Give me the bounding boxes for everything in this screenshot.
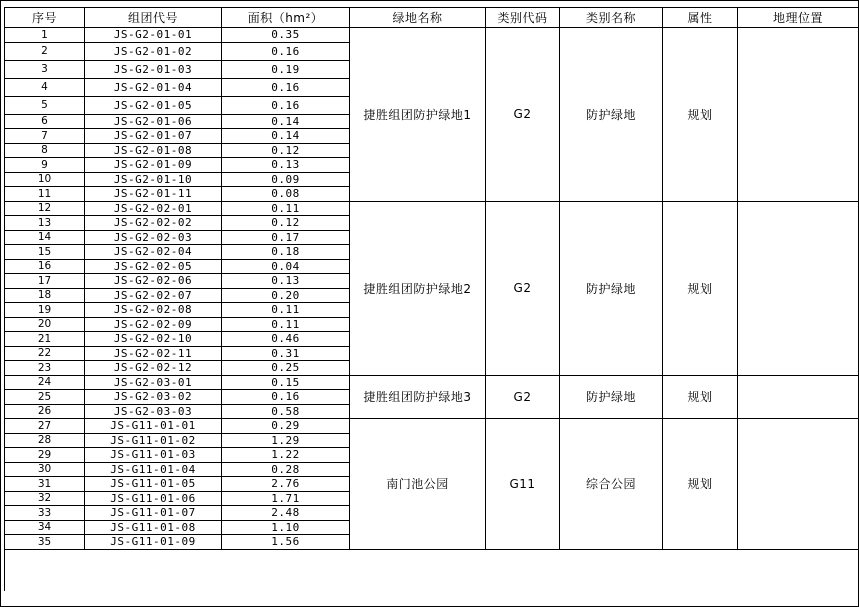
attribute-cell: 规划 bbox=[663, 201, 738, 375]
table-row bbox=[5, 375, 859, 390]
group-code-cell: JS-G2-02-12 bbox=[85, 361, 222, 376]
area-cell: 0.18 bbox=[222, 245, 350, 260]
area-cell: 0.17 bbox=[222, 230, 350, 245]
header-cell: 属性 bbox=[663, 8, 738, 28]
table-body bbox=[5, 28, 859, 591]
area-cell: 0.08 bbox=[222, 187, 350, 202]
group-code-cell: JS-G2-01-11 bbox=[85, 187, 222, 202]
area-cell: 0.04 bbox=[222, 259, 350, 274]
group-code-cell: JS-G2-01-10 bbox=[85, 172, 222, 187]
row-number-cell: 13 bbox=[5, 216, 85, 231]
location-cell bbox=[738, 375, 859, 419]
area-cell: 0.20 bbox=[222, 288, 350, 303]
row-number-cell: 1 bbox=[5, 28, 85, 43]
area-cell: 0.58 bbox=[222, 404, 350, 419]
group-code-cell: JS-G2-02-03 bbox=[85, 230, 222, 245]
row-number-cell: 4 bbox=[5, 78, 85, 96]
green-space-name-cell: 捷胜组团防护绿地3 bbox=[350, 375, 486, 419]
area-cell: 0.15 bbox=[222, 375, 350, 390]
row-number-cell: 9 bbox=[5, 158, 85, 173]
header-cell: 序号 bbox=[5, 8, 85, 28]
area-cell: 0.13 bbox=[222, 158, 350, 173]
group-code-cell: JS-G11-01-03 bbox=[85, 448, 222, 463]
area-cell: 0.11 bbox=[222, 303, 350, 318]
area-cell: 0.31 bbox=[222, 346, 350, 361]
row-number-cell: 32 bbox=[5, 491, 85, 506]
group-code-cell: JS-G11-01-08 bbox=[85, 520, 222, 535]
group-code-cell: JS-G2-01-06 bbox=[85, 114, 222, 129]
location-cell bbox=[738, 28, 859, 202]
area-cell: 0.28 bbox=[222, 462, 350, 477]
type-code-cell: G2 bbox=[486, 28, 560, 202]
row-number-cell: 17 bbox=[5, 274, 85, 289]
header-cell: 地理位置 bbox=[738, 8, 859, 28]
area-cell: 0.12 bbox=[222, 216, 350, 231]
row-number-cell: 7 bbox=[5, 129, 85, 144]
type-name-cell: 防护绿地 bbox=[560, 201, 663, 375]
row-number-cell: 27 bbox=[5, 419, 85, 434]
area-cell: 0.16 bbox=[222, 390, 350, 405]
row-number-cell: 12 bbox=[5, 201, 85, 216]
group-code-cell: JS-G2-02-04 bbox=[85, 245, 222, 260]
area-cell: 0.14 bbox=[222, 114, 350, 129]
group-code-cell: JS-G2-01-05 bbox=[85, 96, 222, 114]
green-space-table bbox=[4, 7, 859, 591]
row-number-cell: 10 bbox=[5, 172, 85, 187]
attribute-cell: 规划 bbox=[663, 28, 738, 202]
area-cell: 0.46 bbox=[222, 332, 350, 347]
header-cell: 组团代号 bbox=[85, 8, 222, 28]
group-code-cell: JS-G11-01-04 bbox=[85, 462, 222, 477]
group-code-cell: JS-G11-01-06 bbox=[85, 491, 222, 506]
area-cell: 0.14 bbox=[222, 129, 350, 144]
area-cell: 0.16 bbox=[222, 96, 350, 114]
type-name-cell: 综合公园 bbox=[560, 419, 663, 550]
area-cell: 1.29 bbox=[222, 433, 350, 448]
group-code-cell: JS-G2-02-10 bbox=[85, 332, 222, 347]
green-space-name-cell: 南门池公园 bbox=[350, 419, 486, 550]
area-cell: 0.25 bbox=[222, 361, 350, 376]
row-number-cell: 29 bbox=[5, 448, 85, 463]
type-code-cell: G2 bbox=[486, 375, 560, 419]
attribute-cell: 规划 bbox=[663, 419, 738, 550]
group-code-cell: JS-G2-01-09 bbox=[85, 158, 222, 173]
row-number-cell: 8 bbox=[5, 143, 85, 158]
green-space-name-cell: 捷胜组团防护绿地2 bbox=[350, 201, 486, 375]
group-code-cell: JS-G11-01-02 bbox=[85, 433, 222, 448]
group-code-cell: JS-G11-01-07 bbox=[85, 506, 222, 521]
table-row bbox=[5, 28, 859, 43]
row-number-cell: 18 bbox=[5, 288, 85, 303]
table-row bbox=[5, 201, 859, 216]
attribute-cell: 规划 bbox=[663, 375, 738, 419]
type-name-cell: 防护绿地 bbox=[560, 28, 663, 202]
row-number-cell: 22 bbox=[5, 346, 85, 361]
row-number-cell: 15 bbox=[5, 245, 85, 260]
type-code-cell: G11 bbox=[486, 419, 560, 550]
area-cell: 0.12 bbox=[222, 143, 350, 158]
row-number-cell: 35 bbox=[5, 535, 85, 550]
area-cell: 1.71 bbox=[222, 491, 350, 506]
header-cell: 类别名称 bbox=[560, 8, 663, 28]
group-code-cell: JS-G2-01-08 bbox=[85, 143, 222, 158]
header-cell: 绿地名称 bbox=[350, 8, 486, 28]
group-code-cell: JS-G2-02-08 bbox=[85, 303, 222, 318]
group-code-cell: JS-G2-02-01 bbox=[85, 201, 222, 216]
row-number-cell: 25 bbox=[5, 390, 85, 405]
area-cell: 0.19 bbox=[222, 60, 350, 78]
row-number-cell: 11 bbox=[5, 187, 85, 202]
group-code-cell: JS-G2-01-02 bbox=[85, 42, 222, 60]
group-code-cell: JS-G2-02-11 bbox=[85, 346, 222, 361]
row-number-cell: 33 bbox=[5, 506, 85, 521]
row-number-cell: 6 bbox=[5, 114, 85, 129]
type-name-cell: 防护绿地 bbox=[560, 375, 663, 419]
row-number-cell: 34 bbox=[5, 520, 85, 535]
group-code-cell: JS-G2-03-03 bbox=[85, 404, 222, 419]
area-cell: 0.16 bbox=[222, 42, 350, 60]
row-number-cell: 19 bbox=[5, 303, 85, 318]
group-code-cell: JS-G2-03-02 bbox=[85, 390, 222, 405]
group-code-cell: JS-G11-01-05 bbox=[85, 477, 222, 492]
location-cell bbox=[738, 201, 859, 375]
group-code-cell: JS-G2-01-03 bbox=[85, 60, 222, 78]
group-code-cell: JS-G2-01-04 bbox=[85, 78, 222, 96]
row-number-cell: 16 bbox=[5, 259, 85, 274]
row-number-cell: 30 bbox=[5, 462, 85, 477]
blank-footer-row bbox=[5, 549, 859, 591]
group-code-cell: JS-G2-03-01 bbox=[85, 375, 222, 390]
area-cell: 1.22 bbox=[222, 448, 350, 463]
row-number-cell: 5 bbox=[5, 96, 85, 114]
group-code-cell: JS-G2-02-07 bbox=[85, 288, 222, 303]
group-code-cell: JS-G2-02-05 bbox=[85, 259, 222, 274]
green-space-name-cell: 捷胜组团防护绿地1 bbox=[350, 28, 486, 202]
group-code-cell: JS-G2-01-01 bbox=[85, 28, 222, 43]
group-code-cell: JS-G2-02-02 bbox=[85, 216, 222, 231]
group-code-cell: JS-G2-01-07 bbox=[85, 129, 222, 144]
area-cell: 1.10 bbox=[222, 520, 350, 535]
area-cell: 0.16 bbox=[222, 78, 350, 96]
row-number-cell: 21 bbox=[5, 332, 85, 347]
area-cell: 0.11 bbox=[222, 201, 350, 216]
group-code-cell: JS-G11-01-09 bbox=[85, 535, 222, 550]
area-cell: 0.13 bbox=[222, 274, 350, 289]
row-number-cell: 24 bbox=[5, 375, 85, 390]
row-number-cell: 3 bbox=[5, 60, 85, 78]
area-cell: 0.35 bbox=[222, 28, 350, 43]
area-cell: 2.76 bbox=[222, 477, 350, 492]
header-cell: 面积（hm²） bbox=[222, 8, 350, 28]
area-cell: 0.29 bbox=[222, 419, 350, 434]
row-number-cell: 31 bbox=[5, 477, 85, 492]
group-code-cell: JS-G2-02-09 bbox=[85, 317, 222, 332]
area-cell: 1.56 bbox=[222, 535, 350, 550]
area-cell: 0.09 bbox=[222, 172, 350, 187]
row-number-cell: 2 bbox=[5, 42, 85, 60]
type-code-cell: G2 bbox=[486, 201, 560, 375]
row-number-cell: 28 bbox=[5, 433, 85, 448]
header-row bbox=[5, 8, 859, 28]
location-cell bbox=[738, 419, 859, 550]
area-cell: 0.11 bbox=[222, 317, 350, 332]
table-row bbox=[5, 419, 859, 434]
area-cell: 2.48 bbox=[222, 506, 350, 521]
header-cell: 类别代码 bbox=[486, 8, 560, 28]
row-number-cell: 20 bbox=[5, 317, 85, 332]
row-number-cell: 14 bbox=[5, 230, 85, 245]
group-code-cell: JS-G2-02-06 bbox=[85, 274, 222, 289]
group-code-cell: JS-G11-01-01 bbox=[85, 419, 222, 434]
blank-footer-cell bbox=[5, 549, 859, 591]
row-number-cell: 26 bbox=[5, 404, 85, 419]
row-number-cell: 23 bbox=[5, 361, 85, 376]
